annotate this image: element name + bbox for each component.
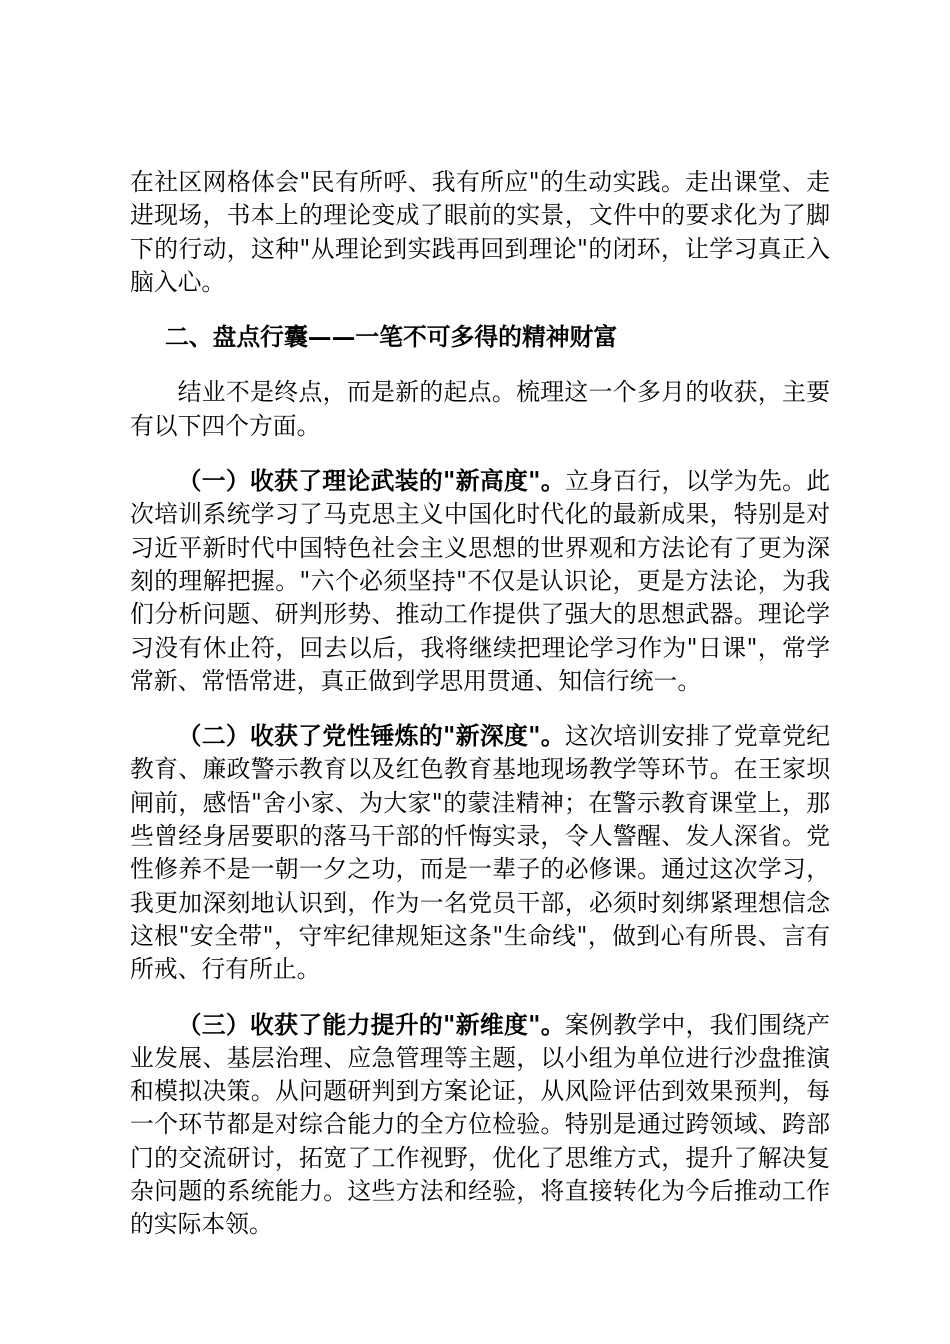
subheading-theory: （一）收获了理论武装的"新高度"。 — [177, 467, 565, 496]
paragraph-intro: 结业不是终点，而是新的起点。梳理这一个多月的收获，主要有以下四个方面。 — [130, 378, 830, 440]
paragraph-practice: 在社区网格体会"民有所呼、我有所应"的生动实践。走出课堂、走进现场，书本上的理论变成了眼前的实景，文件中的要求化为了脚下的行动，这种"从理论到实践再回到理论"的闭环，让学习真正入脑入心。 — [130, 168, 830, 296]
paragraph-party-spirit-body: 这次培训安排了党章党纪教育、廉政警示教育以及红色教育基地现场教学等环节。在王家坝闸前，感悟"舍小家、为大家"的蒙洼精神；在警示教育课堂上，那些曾经身居要职的落马干部的忏悔实录，令人警醒、发人深省。党性修养不是一朝一夕之功，而是一辈子的必修课。通过这次学习，我更加深刻地认识到，作为一名党员干部，必须时刻绑紧理想信念这根"安全带"，守牢纪律规矩这条"生命线"，做到心有所畏、言有所戒、行有所止。 — [130, 722, 831, 984]
paragraph-theory — [130, 465, 830, 698]
document-body — [130, 166, 830, 1242]
paragraph-ability — [130, 1009, 830, 1242]
paragraph-party-spirit — [130, 720, 830, 986]
subheading-ability: （三）收获了能力提升的"新维度"。 — [177, 1010, 565, 1039]
section-heading-2: 二、盘点行囊——一笔不可多得的精神财富 — [165, 323, 618, 352]
subheading-party-spirit: （二）收获了党性锤炼的"新深度"。 — [177, 722, 565, 751]
paragraph-theory-body: 立身百行，以学为先。此次培训系统学习了马克思主义中国化时代化的最新成果，特别是对习近平新时代中国特色社会主义思想的世界观和方法论有了更为深刻的理解把握。"六个必须坚持"不仅是认识论，更是方法论，为我们分析问题、研判形势、推动工作提供了强大的思想武器。理论学习没有休止符，回去以后，我将继续把理论学习作为"日课"，常学常新、常悟常进，真正做到学思用贯通、知信行统一。 — [130, 467, 831, 695]
paragraph-ability-body: 案例教学中，我们围绕产业发展、基层治理、应急管理等主题，以小组为单位进行沙盘推演和模拟决策。从问题研判到方案论证，从风险评估到效果预判，每一个环节都是对综合能力的全方位检验。特别是通过跨领域、跨部门的交流研讨，拓宽了工作视野，优化了思维方式，提升了解决复杂问题的系统能力。这些方法和经验，将直接转化为今后推动工作的实际本领。 — [130, 1010, 831, 1239]
